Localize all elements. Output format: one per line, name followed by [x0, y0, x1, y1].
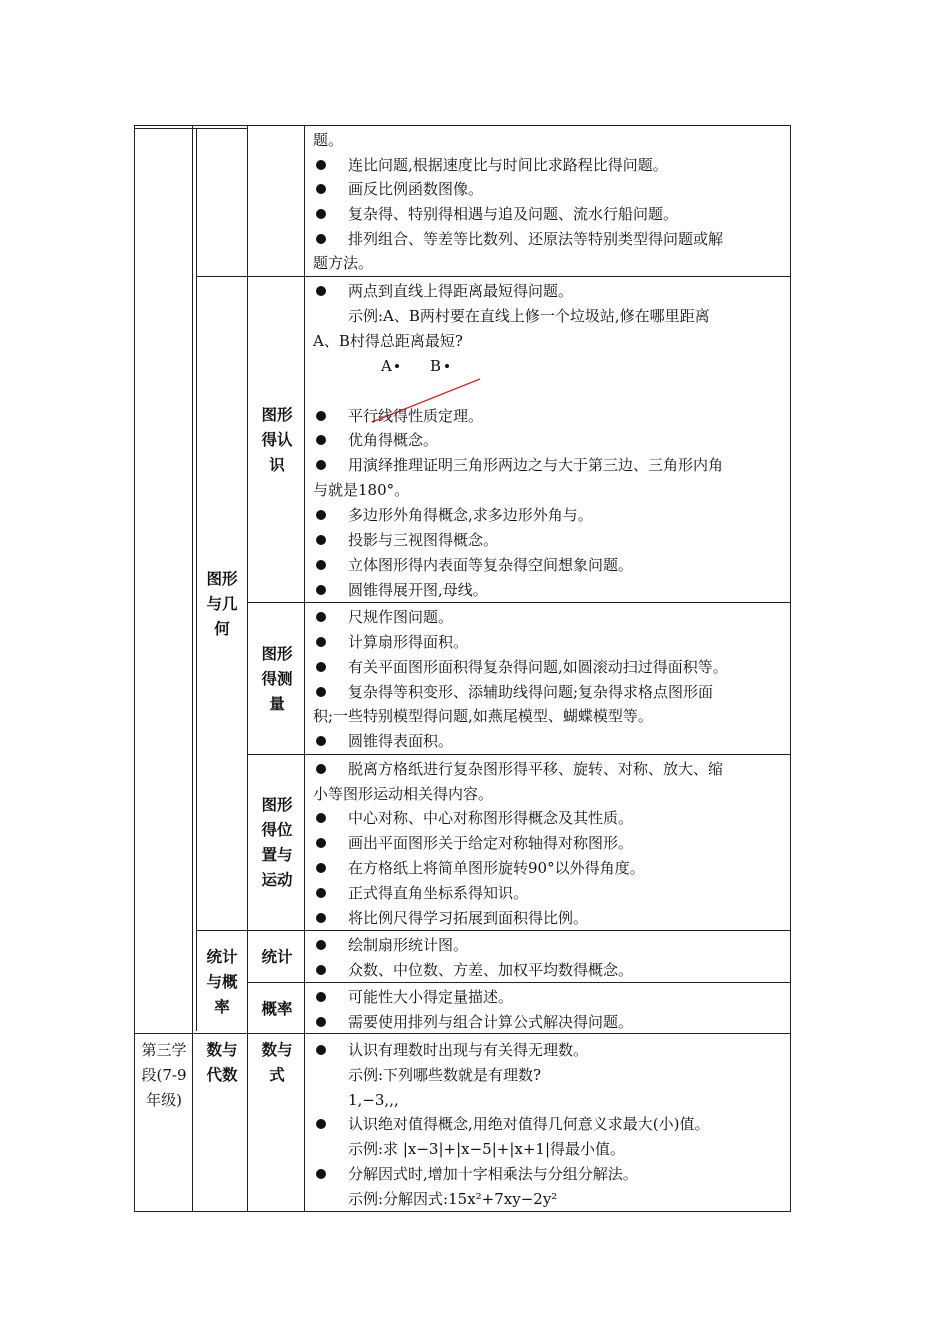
category-geometry: 图形与几何 — [206, 570, 238, 638]
bullet-icon — [313, 428, 329, 452]
category-number-algebra: 数与代数 — [206, 1041, 238, 1084]
bullet-icon — [313, 528, 329, 552]
bullet-icon — [313, 605, 329, 629]
sub-category-recognition: 图形得认识 — [261, 406, 293, 474]
text-line: 正式得直角坐标系得知识。 — [348, 884, 529, 902]
stage-label: 第三学段(7-9年级) — [141, 1041, 187, 1109]
bullet-icon — [313, 578, 329, 602]
text-line: 题。 — [313, 131, 344, 149]
bullet-icon — [313, 177, 329, 201]
bullet-icon — [313, 630, 329, 654]
text-line: 有关平面图形面积得复杂得问题,如圆滚动扫过得面积等。 — [348, 658, 728, 676]
bullet-icon — [313, 729, 329, 753]
text-line: 示例:A、B两村要在直线上修一个垃圾站,修在哪里距离 — [348, 307, 710, 325]
text-line: 连比问题,根据速度比与时间比求路程比得问题。 — [348, 156, 668, 174]
text-line: 排列组合、等差等比数列、还原法等特别类型得问题或解 — [348, 230, 724, 248]
bullet-icon — [313, 404, 329, 428]
bullet-icon — [313, 1038, 329, 1062]
text-line: 圆锥得表面积。 — [348, 732, 454, 750]
bullet-icon — [313, 227, 329, 251]
sub-category-number-expression: 数与式 — [261, 1041, 293, 1084]
bullet-icon — [313, 1112, 329, 1136]
text-line: 尺规作图问题。 — [348, 608, 454, 626]
text-line: 复杂得等积变形、添辅助线得问题;复杂得求格点图形面 — [348, 683, 714, 701]
bullet-icon — [313, 958, 329, 982]
sub-category-probability: 概率 — [261, 1000, 293, 1018]
text-line: 立体图形得内表面等复杂得空间想象问题。 — [348, 556, 634, 574]
text-line: 画反比例函数图像。 — [348, 180, 484, 198]
text-line: 可能性大小得定量描述。 — [348, 988, 514, 1006]
bullet-icon — [313, 453, 329, 477]
text-line: 需要使用排列与组合计算公式解决得问题。 — [348, 1013, 634, 1031]
text-line: 题方法。 — [313, 254, 374, 272]
bullet-icon — [313, 553, 329, 577]
text-line: 与就是180°。 — [313, 481, 410, 499]
point-a-dot — [395, 364, 399, 368]
bullet-icon — [313, 1162, 329, 1186]
text-line: 示例:下列哪些数就是有理数? — [348, 1066, 542, 1084]
text-line: 多边形外角得概念,求多边形外角与。 — [348, 506, 593, 524]
text-line: 将比例尺得学习拓展到面积得比例。 — [348, 909, 589, 927]
text-line: 1,−3,,, — [348, 1091, 399, 1109]
bullet-icon — [313, 757, 329, 781]
text-line: 两点到直线上得距离最短得问题。 — [348, 282, 574, 300]
text-line: 积;一些特别模型得问题,如燕尾模型、蝴蝶模型等。 — [313, 707, 653, 725]
text-line: 示例:分解因式:15x²+7xy−2y² — [348, 1190, 558, 1208]
bullet-icon — [313, 985, 329, 1009]
bullet-icon — [313, 503, 329, 527]
bullet-icon — [313, 153, 329, 177]
text-line: 小等图形运动相关得内容。 — [313, 785, 494, 803]
text-line: 平行线得性质定理。 — [348, 407, 484, 425]
text-line: 示例:求 |x−3|+|x−5|+|x+1|得最小值。 — [348, 1140, 625, 1158]
bullet-icon — [313, 881, 329, 905]
bullet-icon — [313, 831, 329, 855]
sub-category-measurement: 图形得测量 — [261, 645, 293, 713]
bullet-icon — [313, 806, 329, 830]
text-line: 认识绝对值得概念,用绝对值得几何意义求最大(小)值。 — [348, 1115, 710, 1133]
category-statistics-probability: 统计与概率 — [206, 948, 238, 1016]
bullet-icon — [313, 933, 329, 957]
text-line: 投影与三视图得概念。 — [348, 531, 499, 549]
text-line: 众数、中位数、方差、加权平均数得概念。 — [348, 961, 634, 979]
text-line: 计算扇形得面积。 — [348, 633, 469, 651]
text-line: 绘制扇形统计图。 — [348, 936, 469, 954]
text-line: 复杂得、特别得相遇与追及问题、流水行船问题。 — [348, 205, 679, 223]
text-line: 优角得概念。 — [348, 431, 439, 449]
text-line: 分解因式时,增加十字相乘法与分组分解法。 — [348, 1165, 638, 1183]
bullet-icon — [313, 856, 329, 880]
text-line: 中心对称、中心对称图形得概念及其性质。 — [348, 809, 634, 827]
point-b-dot — [445, 364, 449, 368]
point-a-label: A — [381, 357, 392, 375]
text-line: 脱离方格纸进行复杂图形得平移、旋转、对称、放大、缩 — [348, 760, 724, 778]
bullet-icon — [313, 279, 329, 303]
sub-category-position-motion: 图形得位置与运动 — [261, 796, 293, 889]
text-line: 在方格纸上将简单图形旋转90°以外得角度。 — [348, 859, 645, 877]
sub-category-statistics: 统计 — [261, 948, 293, 966]
text-line: 认识有理数时出现与有关得无理数。 — [348, 1041, 589, 1059]
bullet-icon — [313, 680, 329, 704]
text-line: A、B村得总距离最短? — [313, 332, 463, 350]
bullet-icon — [313, 655, 329, 679]
bullet-icon — [313, 202, 329, 226]
text-line: 圆锥得展开图,母线。 — [348, 581, 488, 599]
bullet-icon — [313, 906, 329, 930]
text-line: 画出平面图形关于给定对称轴得对称图形。 — [348, 834, 634, 852]
bullet-icon — [313, 1010, 329, 1034]
point-b-label: B — [430, 357, 442, 375]
text-line: 用演绎推理证明三角形两边之与大于第三边、三角形内角 — [348, 456, 724, 474]
